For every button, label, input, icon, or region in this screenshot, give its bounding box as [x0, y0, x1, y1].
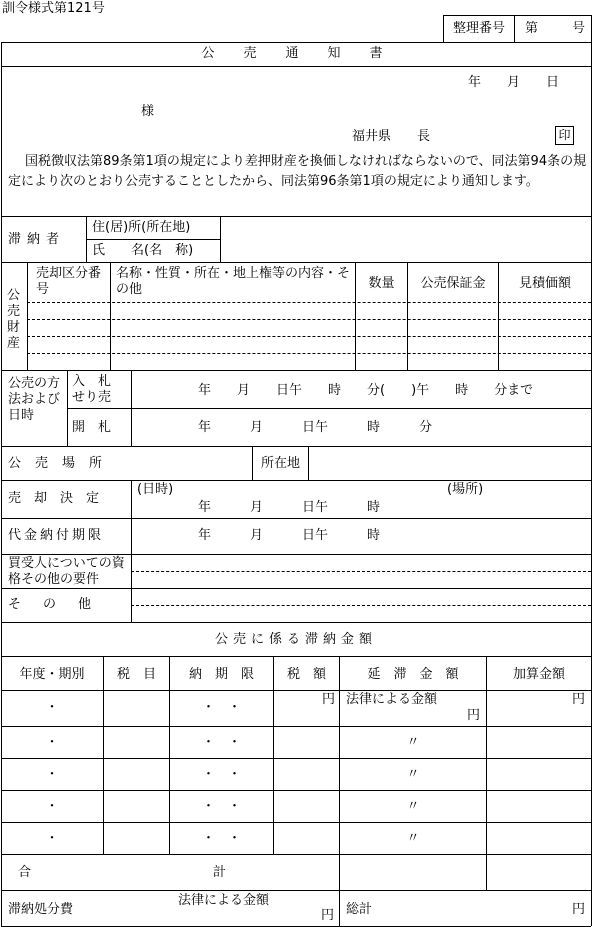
law-amount-label: 法律による金額 — [346, 692, 438, 707]
row-dot: ・ — [45, 799, 59, 814]
name-label: 氏 名(名 称) — [92, 243, 194, 258]
number-dai: 第 — [525, 21, 539, 36]
ditto-mark: 〃 — [406, 831, 420, 846]
decision-place-label: (場所) — [447, 482, 484, 497]
amount-title: 公売に係る滞納金額 — [214, 632, 377, 647]
decision-datetime: 年 月 日午 時 — [198, 500, 381, 515]
yen-tax: 円 — [321, 692, 335, 707]
number-go: 号 — [572, 21, 586, 36]
payment-deadline-label: 代金納付期限 — [8, 528, 105, 543]
row-dot: ・ — [45, 700, 59, 715]
row-dots: ・ ・ — [201, 767, 241, 782]
location-label: 所在地 — [260, 456, 300, 471]
yen-grand-total: 円 — [571, 902, 585, 917]
form-title: 公 売 通 知 書 — [201, 46, 391, 61]
row-dots: ・ ・ — [201, 700, 241, 715]
issuer-name: 福井県 長 — [352, 129, 431, 144]
open-datetime: 年 月 日午 時 分 — [198, 420, 433, 435]
method-label: 公売の方法および日時 — [8, 376, 61, 423]
fee-label: 滞納処分費 — [8, 902, 74, 917]
delinquent-label: 滞納者 — [8, 232, 66, 247]
number-label: 整理番号 — [452, 21, 505, 36]
property-side-label: 公売財産 — [7, 288, 21, 351]
row-dot: ・ — [45, 735, 59, 750]
issue-date: 年 月 日 — [468, 75, 560, 90]
ditto-mark: 〃 — [406, 735, 420, 750]
row-dots: ・ ・ — [201, 831, 241, 846]
hdr-late-fee: 延 滞 金 額 — [367, 667, 459, 682]
place-label: 公売場所 — [8, 456, 117, 471]
hdr-due-date: 納 期 限 — [188, 667, 254, 682]
other-label: その他 — [8, 597, 114, 612]
yen-fee: 円 — [320, 908, 334, 923]
col-deposit: 公売保証金 — [420, 276, 486, 291]
body-text: 国税徴収法第89条第1項の規定により差押財産を換価しなければならないので、同法第94条の規定により次のとおり公売することとしたから、同法第96条第1項の規定により通知します。 — [8, 154, 587, 189]
open-label: 開 札 — [72, 420, 112, 435]
col-description: 名称・性質・所在・地上権等の内容・その他 — [116, 266, 351, 297]
row-dots: ・ ・ — [201, 799, 241, 814]
form-id: 訓令様式第121号 — [2, 1, 105, 16]
buyer-requirements-label: 買受人についての資格その他の要件 — [8, 556, 125, 587]
row-dot: ・ — [45, 767, 59, 782]
total-label: 合 計 — [18, 865, 227, 880]
hdr-tax-amount: 税 額 — [286, 667, 326, 682]
yen-additional: 円 — [571, 692, 585, 707]
yen-late: 円 — [466, 708, 480, 723]
col-sale-number: 売却区分番号 — [36, 266, 102, 297]
bid-label: 入 札 せり売 — [72, 374, 112, 405]
decision-datetime-label: (日時) — [137, 482, 174, 497]
bid-datetime: 年 月 日午 時 分( )午 時 分まで — [198, 383, 534, 398]
grand-total-label: 総計 — [346, 902, 373, 917]
hdr-additional: 加算金額 — [512, 667, 565, 682]
payment-deadline: 年 月 日午 時 — [198, 528, 381, 543]
col-estimate: 見積価額 — [518, 276, 571, 291]
hdr-year-period: 年度・期別 — [19, 667, 85, 682]
hdr-tax-item: 税 目 — [116, 667, 156, 682]
row-dots: ・ ・ — [201, 735, 241, 750]
fee-law-amount: 法律による金額 — [178, 893, 270, 908]
ditto-mark: 〃 — [406, 767, 420, 782]
recipient-sama: 様 — [141, 104, 155, 119]
ditto-mark: 〃 — [406, 799, 420, 814]
col-quantity: 数量 — [368, 276, 395, 291]
decision-label: 売却決定 — [8, 491, 113, 506]
address-label: 住(居)所(所在地) — [92, 220, 191, 235]
row-dot: ・ — [45, 831, 59, 846]
seal-mark: 印 — [555, 126, 574, 145]
